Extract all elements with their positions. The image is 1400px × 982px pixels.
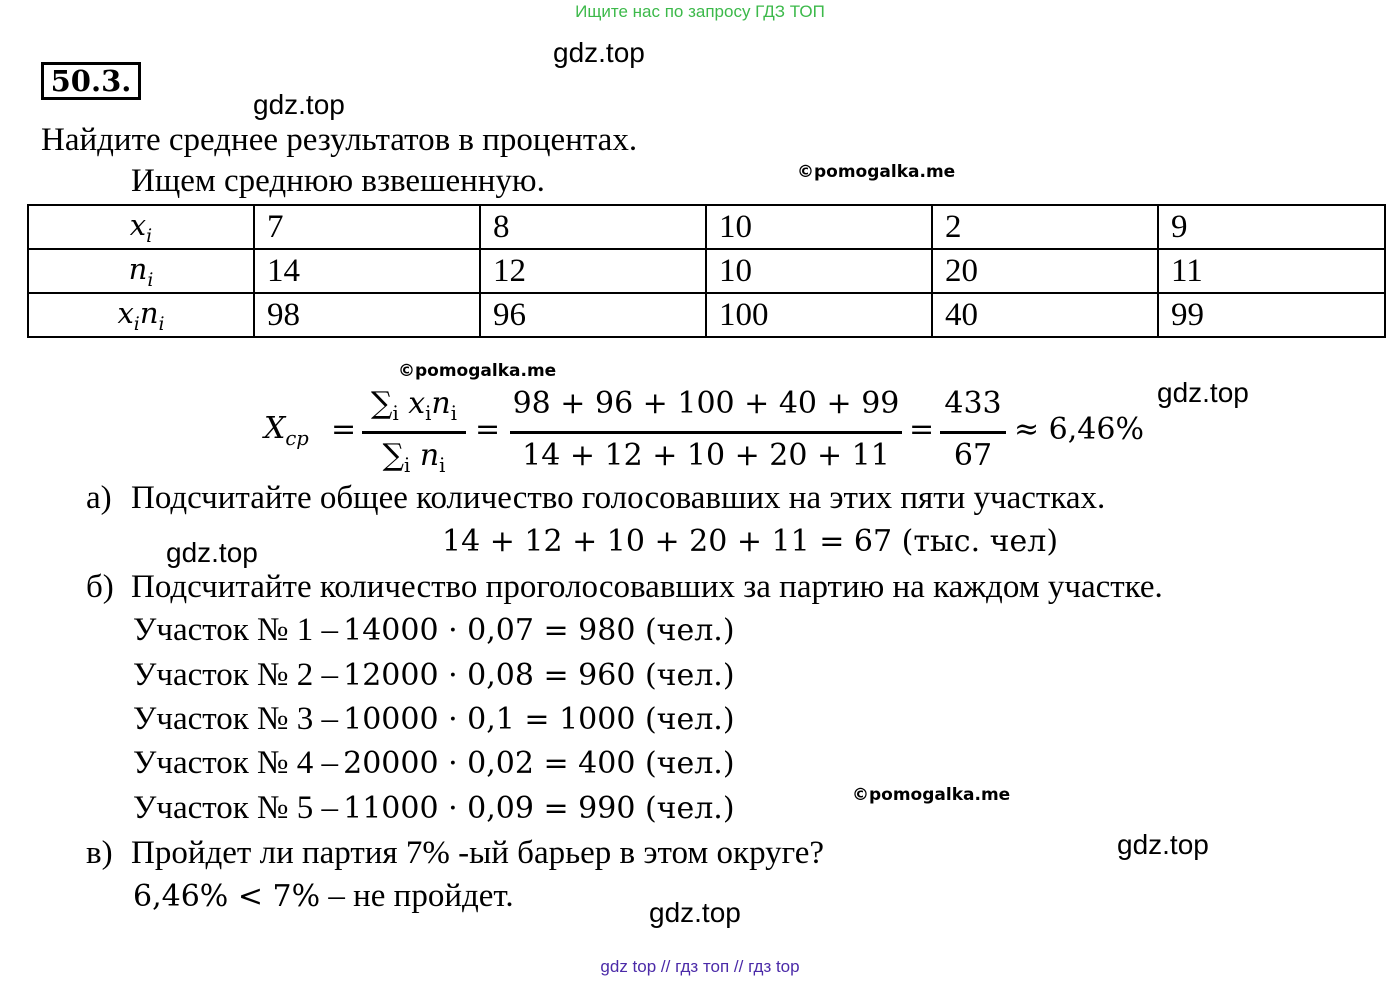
part-c-text: Пройдет ли партия 7% -ый барьер в этом округе?	[131, 835, 825, 871]
fraction-sum-denominator: $\sum_i$ $n_i$	[382, 438, 446, 477]
list-item: Участок № 5 – 11000 · 0,09 = 990 (чел.)	[133, 790, 735, 826]
table-cell: 2	[932, 205, 1158, 249]
watermark-pomogalka: ©pomogalka.me	[797, 162, 956, 182]
task-number: 50.3.	[41, 62, 141, 100]
watermark-pomogalka: ©pomogalka.me	[398, 361, 557, 381]
table-cell: 20	[932, 249, 1158, 293]
part-c-label: в)	[86, 835, 113, 871]
list-item: Участок № 1 – 14000 · 0,07 = 980 (чел.)	[133, 612, 735, 648]
part-b-text: Подсчитайте количество проголосовавших за партию на каждом участке.	[131, 569, 1163, 605]
table-cell: 40	[932, 293, 1158, 337]
table-cell: 96	[480, 293, 706, 337]
list-item: Участок № 4 – 20000 · 0,02 = 400 (чел.)	[133, 745, 735, 781]
table-cell: 7	[254, 205, 480, 249]
part-a-text: Подсчитайте общее количество голосовавших на этих пяти участках.	[131, 480, 1106, 516]
list-item: Участок № 2 – 12000 · 0,08 = 960 (чел.)	[133, 657, 735, 693]
table-cell: 100	[706, 293, 932, 337]
fraction-values-numerator: 98 + 96 + 100 + 40 + 99	[512, 386, 900, 421]
formula-eq: =	[475, 412, 501, 447]
table-cell: 8	[480, 205, 706, 249]
fraction-sum	[362, 386, 466, 476]
fraction-result	[940, 386, 1006, 476]
watermark-gdz: gdz.top	[253, 89, 345, 120]
table-cell: 99	[1158, 293, 1385, 337]
watermark-gdz: gdz.top	[166, 537, 258, 568]
data-table	[27, 204, 1386, 338]
table-cell: 12	[480, 249, 706, 293]
table-cell: 14	[254, 249, 480, 293]
fraction-sum-numerator: $\sum_i$ $x_in_i$	[371, 386, 457, 425]
list-item: Участок № 3 – 10000 · 0,1 = 1000 (чел.)	[133, 701, 735, 737]
row-header-n: $n_i$	[28, 249, 254, 293]
formula-lhs: $X_{ср}$	[264, 411, 309, 450]
part-a-label: а)	[86, 480, 112, 516]
top-banner: Ищите нас по запросу ГДЗ ТОП	[575, 2, 825, 21]
row-header-x: $x_i$	[28, 205, 254, 249]
fraction-values	[510, 386, 902, 476]
fraction-bar	[510, 431, 902, 434]
formula-eq: =	[909, 412, 935, 447]
table-cell: 10	[706, 205, 932, 249]
fraction-result-denominator: 67	[953, 438, 993, 473]
part-a-result: 14 + 12 + 10 + 20 + 11 = 67 (тыс. чел)	[442, 524, 1059, 559]
part-c-result: 6,46% < 7% – не пройдет.	[133, 878, 514, 914]
table-cell: 9	[1158, 205, 1385, 249]
fraction-result-numerator: 433	[944, 386, 1002, 421]
formula-eq: =	[331, 412, 357, 447]
watermark-gdz: gdz.top	[1157, 377, 1249, 408]
fraction-bar	[940, 431, 1006, 434]
intro-line-1: Найдите среднее результатов в процентах.	[41, 122, 638, 158]
intro-line-2: Ищем среднюю взвешенную.	[131, 163, 545, 199]
watermark-gdz: gdz.top	[1117, 829, 1209, 860]
watermark-gdz: gdz.top	[649, 897, 741, 928]
table-cell: 98	[254, 293, 480, 337]
table-row	[28, 293, 1385, 337]
row-header-xn: $x_in_i$	[28, 293, 254, 337]
table-cell: 10	[706, 249, 932, 293]
part-b-label: б)	[86, 569, 114, 605]
fraction-values-denominator: 14 + 12 + 10 + 20 + 11	[522, 438, 890, 473]
fraction-bar	[362, 431, 466, 434]
table-row	[28, 205, 1385, 249]
table-cell: 11	[1158, 249, 1385, 293]
formula-approx: ≈ 6,46%	[1014, 412, 1144, 447]
watermark-gdz: gdz.top	[553, 37, 645, 68]
table-row	[28, 249, 1385, 293]
watermark-pomogalka: ©pomogalka.me	[852, 785, 1011, 805]
footer-links: gdz top // гдз топ // гдз top	[600, 957, 800, 976]
